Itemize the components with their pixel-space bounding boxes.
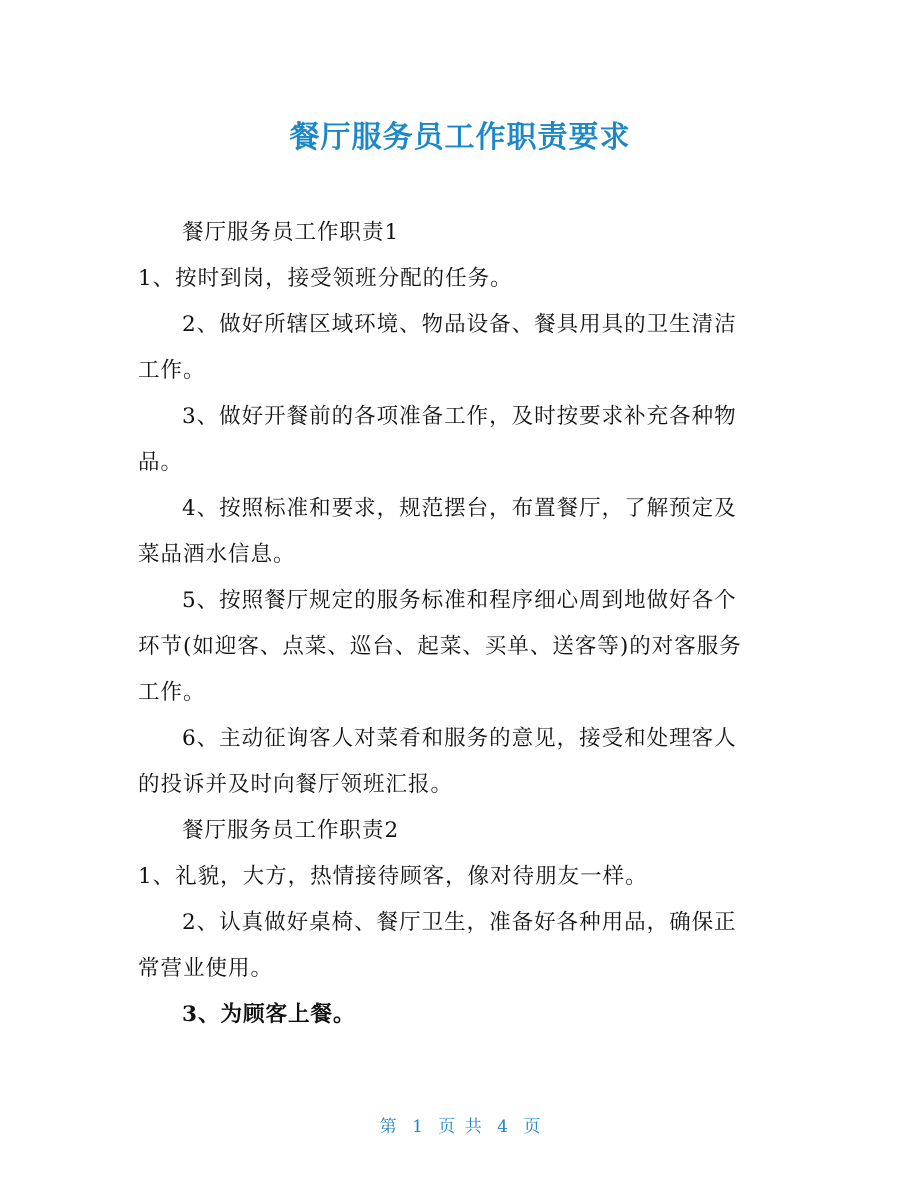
text-line: 工作。 (138, 680, 206, 705)
page-mid: 页 共 (438, 1117, 482, 1137)
total-pages-number: 4 (497, 1117, 508, 1137)
text-line: 1、礼貌，大方，热情接待顾客，像对待朋友一样。 (138, 864, 648, 889)
page-prefix: 第 (379, 1117, 397, 1137)
page-suffix: 页 (523, 1117, 541, 1137)
text-line: 工作。 (138, 358, 206, 383)
text-line: 品。 (138, 450, 184, 475)
page-footer (0, 1112, 920, 1137)
text-line: 1、按时到岗，接受领班分配的任务。 (138, 266, 513, 291)
text-line: 菜品酒水信息。 (138, 542, 296, 567)
text-line: 环节(如迎客、点菜、巡台、起菜、买单、送客等)的对客服务 (138, 634, 742, 659)
current-page-number: 1 (412, 1117, 423, 1137)
text-line: 2、认真做好桌椅、餐厅卫生，准备好各种用品，确保正 (182, 910, 737, 935)
text-line: 4、按照标准和要求，规范摆台，布置餐厅，了解预定及 (182, 496, 737, 521)
text-line: 餐厅服务员工作职责2 (182, 818, 400, 843)
text-line: 餐厅服务员工作职责1 (182, 220, 400, 245)
text-line: 3、为顾客上餐。 (182, 1002, 356, 1027)
text-line: 2、做好所辖区域环境、物品设备、餐具用具的卫生清洁 (182, 312, 737, 337)
text-line: 6、主动征询客人对菜肴和服务的意见，接受和处理客人 (182, 726, 737, 751)
text-line: 常营业使用。 (138, 956, 274, 981)
text-line: 5、按照餐厅规定的服务标准和程序细心周到地做好各个 (182, 588, 737, 613)
text-line: 3、做好开餐前的各项准备工作，及时按要求补充各种物 (182, 404, 737, 429)
text-line: 的投诉并及时向餐厅领班汇报。 (138, 772, 454, 797)
document-body (138, 210, 788, 1038)
page-title: 餐厅服务员工作职责要求 (289, 120, 631, 155)
